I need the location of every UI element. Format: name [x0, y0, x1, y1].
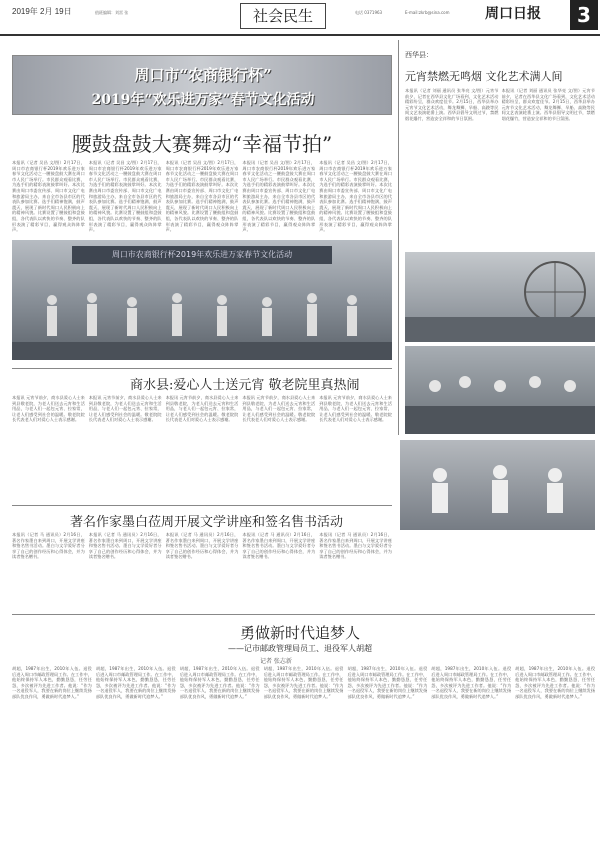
performance-photo	[405, 346, 595, 434]
ferris-wheel-illustration	[405, 252, 595, 342]
page-number: 3	[570, 0, 598, 30]
shangshui-body-text: 本报讯 元宵节前夕，商水县爱心人士来到县敬老院，为老人们送去元宵和生活用品，与老人们一起包元宵、拉家常，让老人们感受到社会的温暖。敬老院院长代表老人们对爱心人士表示感谢。	[12, 395, 85, 423]
feature-body-text: 胡超，1987年出生，2010年入伍。退役后进入周口市邮政管理局工作。在工作中，他始终保持军人本色，勤勤恳恳，任劳任怨，多次被评为先进工作者。他说：“作为一名退役军人，我要在新的岗位上继续发扬部队优良作风，勇做新时代追梦人。”	[95, 666, 176, 699]
email-info: E-mail:zkrb@sina.com	[405, 10, 450, 15]
banner-title: 周口市“农商银行杯”	[134, 66, 272, 84]
shangshui-headline: 商水县:爱心人士送元宵 敬老院里真热闹	[130, 378, 360, 393]
main-body-text: 本报讯（记者 吴昌 文/图）2月17日，周口市农商银行杯2019年欢乐进万家春节文化活动之一腰鼓盘鼓大赛在周口市人民广场举行。市民群众观看比赛，为选手们的精彩表演鼓掌叫好。本次比赛由周口市委宣传部、周口市文化广电和旅游局主办，来自全市各县市区的代表队参加比赛。选手们精神饱满，鼓声震天，展现了新时代周口人民积极向上的精神风貌。比赛设置了腰鼓组和盘鼓组，各代表队以欢快的节奏、整齐的队形表演了精彩节目，赢得观众阵阵掌声。	[12, 160, 85, 233]
divider	[12, 368, 392, 369]
phone-info: 电话 0371963	[355, 10, 383, 15]
paper-logo: 周口日报	[485, 6, 541, 22]
shangshui-body-text: 本报讯 元宵节前夕，商水县爱心人士来到县敬老院，为老人们送去元宵和生活用品，与老人们一起包元宵、拉家常，让老人们感受到社会的温暖。敬老院院长代表老人们对爱心人士表示感谢。	[242, 395, 316, 423]
masthead	[0, 0, 600, 36]
shangshui-body-text: 本报讯 元宵节前夕，商水县爱心人士来到县敬老院，为老人们送去元宵和生活用品，与老人们一起包元宵、拉家常，让老人们感受到社会的温暖。敬老院院长代表老人们对爱心人士表示感谢。	[319, 395, 392, 423]
performers-illustration	[12, 280, 392, 360]
feature-body-text: 胡超，1987年出生，2010年入伍。退役后进入周口市邮政管理局工作。在工作中，他始终保持军人本色，勤勤恳恳，任劳任怨，多次被评为先进工作者。他说：“作为一名退役军人，我要在新的岗位上继续发扬部队优良作风，勇做新时代追梦人。”	[179, 666, 260, 699]
banner-subtitle: 2019年“欢乐进万家”春节文化活动	[91, 92, 315, 108]
xihua-kicker: 西华县：	[405, 51, 433, 59]
main-body-text: 本报讯（记者 吴昌 文/图）2月17日，周口市农商银行杯2019年欢乐进万家春节文化活动之一腰鼓盘鼓大赛在周口市人民广场举行。市民群众观看比赛，为选手们的精彩表演鼓掌叫好。本次比赛由周口市委宣传部、周口市文化广电和旅游局主办，来自全市各县市区的代表队参加比赛。选手们精神饱满，鼓声震天，展现了新时代周口人民积极向上的精神风貌。比赛设置了腰鼓组和盘鼓组，各代表队以欢快的节奏、整齐的队形表演了精彩节目，赢得观众阵阵掌声。	[88, 160, 162, 233]
xihua-headline: 元宵禁燃无鸣烟 文化艺术满人间	[405, 70, 563, 83]
feature-byline: 记者 张志新	[260, 658, 292, 665]
writer-body-text: 本报讯（记者 马 通讯员）2月16日，著名作家墨白来到周口，开展文学讲座和签名售书活动。墨白与文学爱好者分享了自己的创作经历和心得体会，并为读者签名赠书。	[165, 532, 239, 560]
shangshui-body-text: 本报讯 元宵节前夕，商水县爱心人士来到县敬老院，为老人们送去元宵和生活用品，与老人们一起包元宵、拉家常，让老人们感受到社会的温暖。敬老院院长代表老人们对爱心人士表示感谢。	[165, 395, 239, 423]
column-divider	[398, 40, 399, 435]
shangshui-body-columns	[12, 395, 392, 500]
photo-stage-banner: 周口市农商银行杯2019年欢乐进万家春节文化活动	[72, 246, 332, 264]
writer-body-text: 本报讯（记者 马 通讯员）2月16日，著名作家墨白来到周口，开展文学讲座和签名售书活动。墨白与文学爱好者分享了自己的创作经历和心得体会，并为读者签名赠书。	[12, 532, 85, 560]
writer-headline: 著名作家墨白莅周开展文学讲座和签名售书活动	[70, 515, 344, 530]
feature-headline: 勇做新时代追梦人	[239, 624, 360, 642]
shangshui-body-text: 本报讯 元宵节前夕，商水县爱心人士来到县敬老院，为老人们送去元宵和生活用品，与老人们一起包元宵、拉家常，让老人们感受到社会的温暖。敬老院院长代表老人们对爱心人士表示感谢。	[88, 395, 162, 423]
xihua-body-columns	[405, 88, 595, 248]
xihua-body-text: 本报讯（记者 刘丽 通讯员 张华亮 文/图）元宵节前夕，记者在西华县文化广场看到，文化艺术活动精彩纷呈，群众欢度佳节。2月15日，西华县举办元宵节文化艺术活动，舞龙舞狮、旱船、高跷等民间文艺表演轮番上演。西华县倡导文明过节，禁燃烟花爆竹，营造安全祥和的节日氛围。	[501, 88, 595, 121]
feature-body-text: 胡超，1987年出生，2010年入伍。退役后进入周口市邮政管理局工作。在工作中，他始终保持军人本色，勤勤恳恳，任劳任怨，多次被评为先进工作者。他说：“作为一名退役军人，我要在新的岗位上继续发扬部队优良作风，勇做新时代追梦人。”	[431, 666, 512, 699]
feature-body-text: 胡超，1987年出生，2010年入伍。退役后进入周口市邮政管理局工作。在工作中，他始终保持军人本色，勤勤恳恳，任劳任怨，多次被评为先进工作者。他说：“作为一名退役军人，我要在新的岗位上继续发扬部队优良作风，勇做新时代追梦人。”	[347, 666, 428, 699]
writer-body-columns	[12, 532, 392, 612]
crowd-illustration	[405, 346, 595, 434]
lantern-photo	[405, 252, 595, 342]
main-body-text: 本报讯（记者 吴昌 文/图）2月17日，周口市农商银行杯2019年欢乐进万家春节文化活动之一腰鼓盘鼓大赛在周口市人民广场举行。市民群众观看比赛，为选手们的精彩表演鼓掌叫好。本次比赛由周口市委宣传部、周口市文化广电和旅游局主办，来自全市各县市区的代表队参加比赛。选手们精神饱满，鼓声震天，展现了新时代周口人民积极向上的精神风貌。比赛设置了腰鼓组和盘鼓组，各代表队以欢快的节奏、整齐的队形表演了精彩节目，赢得观众阵阵掌声。	[242, 160, 316, 233]
people-illustration	[400, 440, 595, 530]
main-body-columns	[12, 160, 392, 235]
section-title: 社会民生	[240, 3, 326, 29]
issue-date: 2019年 2月 19日	[12, 7, 72, 16]
feature-body-columns	[12, 666, 595, 841]
writer-body-text: 本报讯（记者 马 通讯员）2月16日，著名作家墨白来到周口，开展文学讲座和签名售书活动。墨白与文学爱好者分享了自己的创作经历和心得体会，并为读者签名赠书。	[88, 532, 162, 560]
main-body-text: 本报讯（记者 吴昌 文/图）2月17日，周口市农商银行杯2019年欢乐进万家春节文化活动之一腰鼓盘鼓大赛在周口市人民广场举行。市民群众观看比赛，为选手们的精彩表演鼓掌叫好。本次比赛由周口市委宣传部、周口市文化广电和旅游局主办，来自全市各县市区的代表队参加比赛。选手们精神饱满，鼓声震天，展现了新时代周口人民积极向上的精神风貌。比赛设置了腰鼓组和盘鼓组，各代表队以欢快的节奏、整齐的队形表演了精彩节目，赢得观众阵阵掌声。	[165, 160, 239, 233]
event-banner	[12, 55, 392, 115]
main-headline: 腰鼓盘鼓大赛舞动“幸福节拍”	[71, 132, 333, 156]
feature-body-text: 胡超，1987年出生，2010年入伍。退役后进入周口市邮政管理局工作。在工作中，他始终保持军人本色，勤勤恳恳，任劳任怨，多次被评为先进工作者。他说：“作为一名退役军人，我要在新的岗位上继续发扬部队优良作风，勇做新时代追梦人。”	[263, 666, 344, 699]
xihua-body-text: 本报讯（记者 刘丽 通讯员 张华亮 文/图）元宵节前夕，记者在西华县文化广场看到，文化艺术活动精彩纷呈，群众欢度佳节。2月15日，西华县举办元宵节文化艺术活动，舞龙舞狮、旱船、高跷等民间文艺表演轮番上演。西华县倡导文明过节，禁燃烟花爆竹，营造安全祥和的节日氛围。	[405, 88, 499, 121]
stage-photo	[12, 240, 392, 360]
divider	[12, 614, 595, 615]
nursing-home-photo	[400, 440, 595, 530]
main-body-text: 本报讯（记者 吴昌 文/图）2月17日，周口市农商银行杯2019年欢乐进万家春节文化活动之一腰鼓盘鼓大赛在周口市人民广场举行。市民群众观看比赛，为选手们的精彩表演鼓掌叫好。本次比赛由周口市委宣传部、周口市文化广电和旅游局主办，来自全市各县市区的代表队参加比赛。选手们精神饱满，鼓声震天，展现了新时代周口人民积极向上的精神风貌。比赛设置了腰鼓组和盘鼓组，各代表队以欢快的节奏、整齐的队形表演了精彩节目，赢得观众阵阵掌声。	[319, 160, 392, 233]
feature-subhead: ——记市邮政管理局员工、退役军人胡超	[228, 644, 372, 653]
editor-info: 值班编辑：刘雷 张	[95, 10, 129, 15]
feature-body-text: 胡超，1987年出生，2010年入伍。退役后进入周口市邮政管理局工作。在工作中，他始终保持军人本色，勤勤恳恳，任劳任怨，多次被评为先进工作者。他说：“作为一名退役军人，我要在新的岗位上继续发扬部队优良作风，勇做新时代追梦人。”	[515, 666, 596, 699]
writer-body-text: 本报讯（记者 马 通讯员）2月16日，著名作家墨白来到周口，开展文学讲座和签名售书活动。墨白与文学爱好者分享了自己的创作经历和心得体会，并为读者签名赠书。	[242, 532, 316, 560]
feature-body-text: 胡超，1987年出生，2010年入伍。退役后进入周口市邮政管理局工作。在工作中，他始终保持军人本色，勤勤恳恳，任劳任怨，多次被评为先进工作者。他说：“作为一名退役军人，我要在新的岗位上继续发扬部队优良作风，勇做新时代追梦人。”	[12, 666, 92, 699]
divider	[12, 505, 392, 506]
writer-body-text: 本报讯（记者 马 通讯员）2月16日，著名作家墨白来到周口，开展文学讲座和签名售书活动。墨白与文学爱好者分享了自己的创作经历和心得体会，并为读者签名赠书。	[319, 532, 392, 560]
